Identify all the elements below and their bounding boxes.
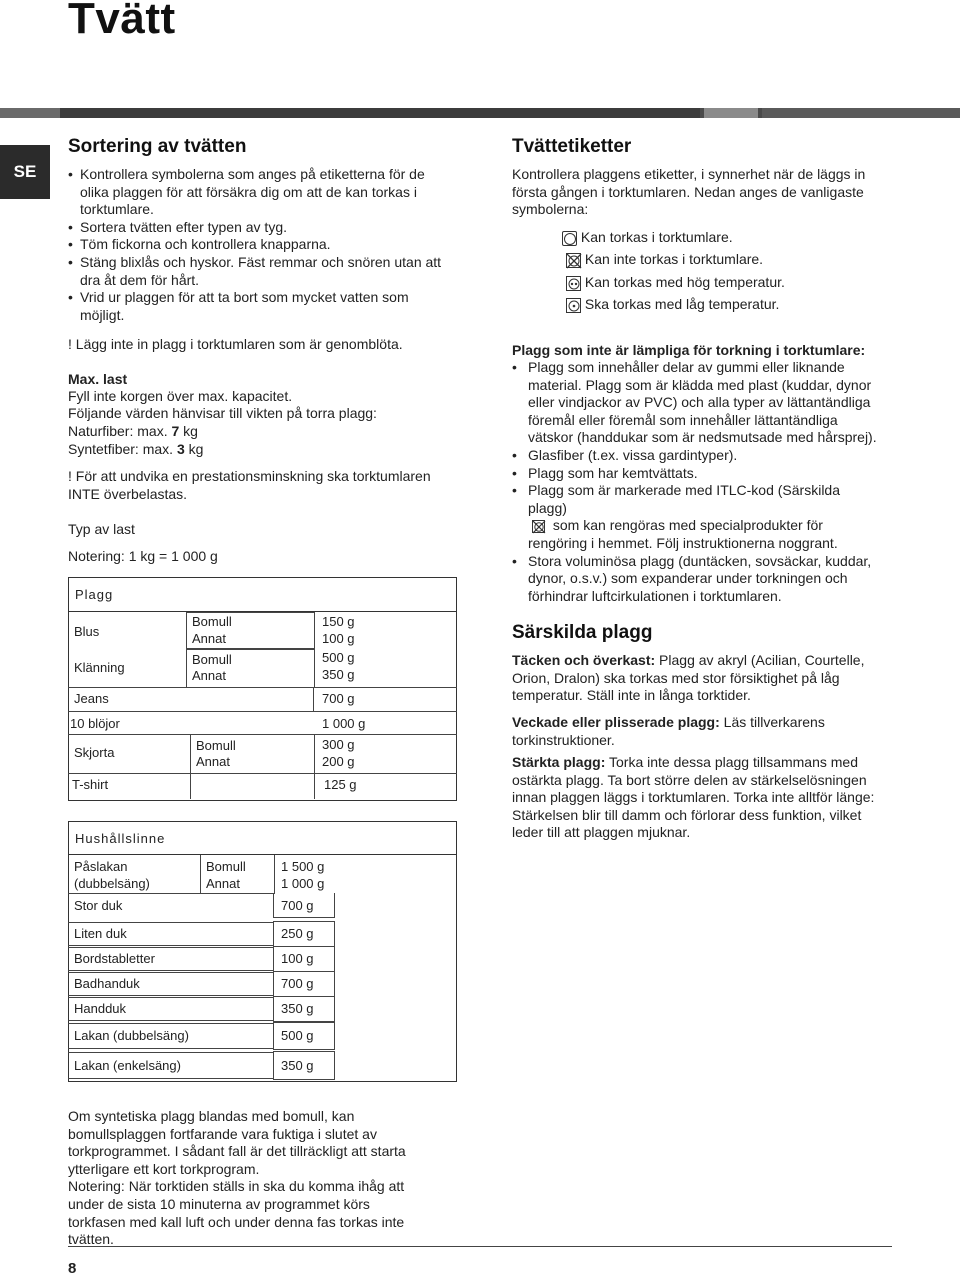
tumble-dry-low-icon — [566, 298, 581, 313]
table-cell-material: Bomull — [192, 652, 232, 667]
table-divider — [68, 711, 457, 712]
symbol-row: Kan torkas i torktumlare. — [562, 229, 733, 247]
table-cell-item: Stor duk — [74, 898, 123, 913]
table-cell-material: Bomull — [196, 738, 236, 753]
table-cell-weight: 700 g — [281, 976, 314, 991]
table-cell-material: Bomull — [206, 859, 246, 874]
list-item: • Plagg som har kemtvättats. — [512, 465, 882, 483]
table-cell-item: Lakan (dubbelsäng) — [74, 1028, 189, 1043]
list-item: • Glasfiber (t.ex. vissa gardintyper). — [512, 447, 882, 465]
table-cell-item: Blus — [74, 624, 100, 639]
table-divider — [68, 687, 457, 688]
clothes-table-header: Plagg — [68, 577, 457, 612]
list-item: • Kontrollera symbolerna som anges på etiketterna för de olika plaggen för att försäkra dig om att de kan torkas i torktumlare. — [68, 166, 448, 219]
wet-warning: ! Lägg inte in plagg i torktumlaren som är genomblöta. — [68, 336, 403, 352]
list-item-itlc: • Plagg som är markerade med ITLC-kod (Särskilda plagg) som kan rengöras med specialprodukter för rengöring i hemmet. Följ instruktionerna noggrant. — [512, 482, 882, 552]
loadtype-note: Notering: 1 kg = 1 000 g — [68, 548, 218, 564]
table-cell-weight: 150 g — [322, 614, 355, 629]
header-band — [0, 108, 960, 118]
table-cell-weight: 1 000 g — [281, 876, 325, 891]
synthetic-fiber-max: Syntetfiber: max. 3 kg — [68, 441, 204, 457]
unsuitable-heading: Plagg som inte är lämpliga för torkning i torktumlare: — [512, 342, 866, 358]
table-cell-weight: 100 g — [322, 631, 355, 646]
table-cell-weight: 500 g — [322, 650, 355, 665]
special-item: Stärkta plagg: Torka inte dessa plagg tillsammans med ostärkta plagg. Ta bort större delen av stärkelselösningen innan plaggen läggs i torktumlaren. Torka inte alltför länge: Stärkelsen blir till damm och förlorar dess funktion, vilket leder till att plaggen mjuknar. — [512, 754, 875, 841]
table-cell-item: Påslakan (dubbelsäng) — [74, 859, 150, 891]
table-cell-item: Skjorta — [74, 745, 115, 760]
table-cell-item: Badhanduk — [74, 976, 140, 991]
table-cell-weight: 350 g — [281, 1058, 314, 1073]
table-cell-material: Annat — [206, 876, 240, 891]
maxload-heading: Max. last — [68, 371, 128, 387]
unsuitable-list — [512, 359, 882, 605]
table-cell-item: Lakan (enkelsäng) — [74, 1058, 181, 1073]
table-cell-material: Annat — [192, 631, 226, 646]
special-item: Veckade eller plisserade plagg: Läs tillverkarens torkinstruktioner. — [512, 714, 825, 748]
table-cell-item: Klänning — [74, 660, 125, 675]
maxload-line1: Fyll inte korgen över max. kapacitet. — [68, 388, 293, 404]
list-item: • Töm fickorna och kontrollera knapparna. — [68, 236, 448, 254]
table-cell-weight: 700 g — [281, 898, 314, 913]
synthetic-note-p1: Om syntetiska plagg blandas med bomull, kan bomullsplaggen fortfarande vara fuktiga i slutet av torkprogrammet. I sådant fall är det tillräckligt att starta ytterligare ett kort torkprogram. — [68, 1108, 406, 1177]
list-item: • Vrid ur plaggen för att ta bort som mycket vatten som möjligt. — [68, 289, 448, 324]
table-cell-weight: 1 000 g — [322, 716, 366, 731]
table-cell-weight: 100 g — [281, 951, 314, 966]
symbol-row: Ska torkas med låg temperatur. — [566, 296, 779, 314]
labels-intro: Kontrollera plaggens etiketter, i synnerhet när de läggs in första gången i torktumlaren. Nedan anges de vanligaste symbolerna: — [512, 166, 866, 218]
table-cell-item: 10 blöjor — [70, 716, 120, 731]
table-cell-weight: 700 g — [322, 691, 355, 706]
table-cell-box — [190, 773, 315, 799]
table-cell-material: Bomull — [192, 614, 232, 629]
table-cell-material: Annat — [192, 668, 226, 683]
sorting-heading: Sortering av tvätten — [68, 136, 247, 157]
list-item: • Sortera tvätten efter typen av tyg. — [68, 219, 448, 237]
synthetic-note-p2: Notering: När torktiden ställs in ska du komma ihåg att under de sista 10 minuterna av programmet körs torkfasen med kall luft och under denna fas torkas inte tvätten. — [68, 1178, 405, 1248]
list-item: • Plagg som innehåller delar av gummi eller liknande material. Plagg som är klädda med plast (kuddar, dynor eller vindjackor av PVC) och alla typer av lättantändliga föremål eller föremål som innehåller lättantändliga vätskor (handdukar som är nedsmutsade med hårsprej). — [512, 359, 882, 447]
no-wash-special-icon — [532, 520, 545, 533]
footer-divider — [68, 1246, 892, 1247]
tumble-dry-icon — [562, 231, 577, 246]
table-cell-item: Jeans — [74, 691, 109, 706]
symbol-row: Kan inte torkas i torktumlare. — [566, 251, 763, 269]
table-cell-weight: 350 g — [281, 1001, 314, 1016]
table-cell-weight: 1 500 g — [281, 859, 325, 874]
table-cell-material: Annat — [196, 754, 230, 769]
sorting-list — [68, 166, 448, 324]
tumble-dry-high-icon — [566, 276, 581, 291]
table-cell-item: Handduk — [74, 1001, 127, 1016]
language-tab: SE — [0, 145, 50, 199]
table-divider — [313, 687, 314, 711]
table-cell-item: Bordstabletter — [74, 951, 155, 966]
page-number: 8 — [68, 1260, 77, 1277]
list-item: • Stäng blixlås och hyskor. Fäst remmar och snören utan att dra åt dem för hårt. — [68, 254, 448, 289]
special-heading: Särskilda plagg — [512, 622, 653, 643]
table-cell-weight: 125 g — [324, 777, 357, 792]
table-cell-weight: 500 g — [281, 1028, 314, 1043]
maxload-line2: Följande värden hänvisar till vikten på torra plagg: — [68, 405, 377, 421]
special-item: Täcken och överkast: Plagg av akryl (Acilian, Courtelle, Orion, Dralon) ska torkas med stor försiktighet på låg temperatur. Ställ inte in långa torktider. — [512, 652, 865, 704]
symbol-row: Kan torkas med hög temperatur. — [566, 274, 785, 292]
table-cell-weight: 300 g — [322, 737, 355, 752]
table-cell-item: T-shirt — [72, 777, 109, 792]
table-cell-weight: 350 g — [322, 667, 355, 682]
linen-table-header: Hushållslinne — [68, 821, 457, 855]
no-tumble-dry-icon — [566, 253, 581, 268]
page-title: Tvätt — [68, 0, 176, 43]
natural-fiber-max: Naturfiber: max. 7 kg — [68, 423, 198, 439]
table-cell-weight: 250 g — [281, 926, 314, 941]
loadtype-heading: Typ av last — [68, 521, 135, 537]
overload-warning: ! För att undvika en prestationsminskning ska torktumlaren INTE överbelastas. — [68, 468, 431, 502]
synthetic-note — [68, 1108, 424, 1249]
labels-heading: Tvättetiketter — [512, 136, 632, 157]
table-cell-item: Liten duk — [74, 926, 127, 941]
list-item: • Stora voluminösa plagg (duntäcken, sovsäckar, kuddar, dynor, o.s.v.) som expanderar under torkningen och förhindrar luftcirkulationen i torktumlaren. — [512, 553, 882, 606]
table-cell-weight: 200 g — [322, 754, 355, 769]
